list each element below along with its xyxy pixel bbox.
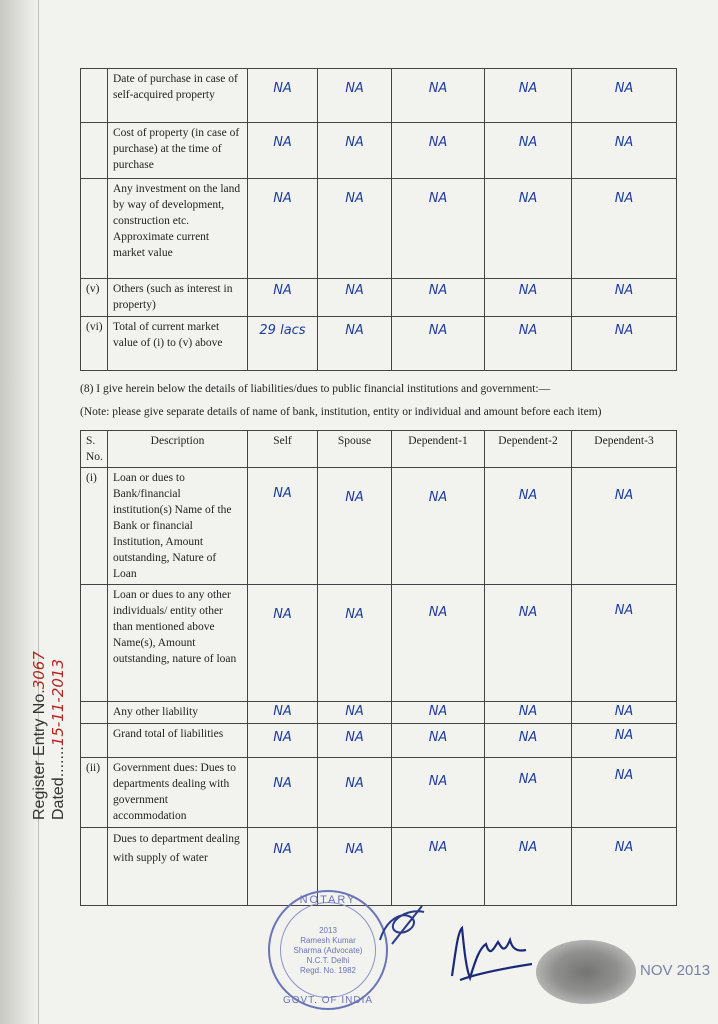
value-dependent-1: NA bbox=[392, 724, 485, 758]
value-self: NA bbox=[248, 828, 318, 906]
value-dependent-1: NA bbox=[392, 702, 485, 724]
row-number bbox=[81, 702, 108, 724]
table-row bbox=[81, 279, 677, 317]
header-self: Self bbox=[248, 431, 318, 468]
value-dependent-3: NA bbox=[572, 179, 677, 279]
value-self: NA bbox=[248, 724, 318, 758]
value-dependent-1: NA bbox=[392, 828, 485, 906]
stamp-regd: Regd. No. 1982 bbox=[299, 966, 357, 975]
header-description: Description bbox=[108, 431, 248, 468]
register-entry-line bbox=[30, 651, 49, 820]
value-spouse: NA bbox=[318, 69, 392, 123]
header-s-no: S. No. bbox=[81, 431, 108, 468]
row-number bbox=[81, 179, 108, 279]
value-dependent-1: NA bbox=[392, 585, 485, 702]
value-spouse: NA bbox=[318, 317, 392, 371]
header-dependent-3: Dependent-3 bbox=[572, 431, 677, 468]
value-spouse: NA bbox=[318, 279, 392, 317]
row-description: Dues to department dealing with supply of water bbox=[108, 828, 248, 906]
value-dependent-3: NA bbox=[572, 69, 677, 123]
value-dependent-2: NA bbox=[485, 585, 572, 702]
register-entry-label: Register Entry No. bbox=[31, 689, 48, 820]
table-row bbox=[81, 179, 677, 279]
value-self: NA bbox=[248, 758, 318, 828]
value-spouse: NA bbox=[318, 123, 392, 179]
value-self: NA bbox=[248, 279, 318, 317]
stamp-place: N.C.T. Delhi bbox=[306, 956, 350, 965]
declarant-signature bbox=[446, 918, 536, 988]
value-dependent-3: NA bbox=[572, 317, 677, 371]
row-description: Date of purchase in case of self-acquired property bbox=[108, 69, 248, 123]
header-spouse: Spouse bbox=[318, 431, 392, 468]
table-row bbox=[81, 69, 677, 123]
section-8-statement: (8) I give herein below the details of liabilities/dues to public financial institutions and government:— bbox=[80, 383, 551, 395]
value-dependent-1: NA bbox=[392, 758, 485, 828]
row-description: Total of current market value of (i) to (v) above bbox=[108, 317, 248, 371]
value-dependent-3: NA bbox=[572, 468, 677, 585]
value-dependent-1: NA bbox=[392, 69, 485, 123]
register-dated-line: Dated.......15-11-2013 bbox=[49, 658, 67, 820]
register-dated-label: Dated bbox=[50, 777, 67, 820]
row-number: (i) bbox=[81, 468, 108, 585]
notary-signature bbox=[372, 900, 432, 950]
register-dated-value: 15-11-2013 bbox=[49, 658, 67, 747]
page-binding-edge bbox=[0, 0, 39, 1024]
value-dependent-2: NA bbox=[485, 724, 572, 758]
row-number bbox=[81, 724, 108, 758]
stamp-bottom-text: GOVT. OF INDIA bbox=[282, 995, 374, 1006]
value-dependent-3: NA bbox=[572, 585, 677, 702]
row-description: Any investment on the land by way of development, construction etc. Approximate current market value bbox=[108, 179, 248, 279]
row-number: (v) bbox=[81, 279, 108, 317]
row-description: Loan or dues to any other individuals/ entity other than mentioned above Name(s), Amount outstanding, nature of loan bbox=[108, 585, 248, 702]
value-spouse: NA bbox=[318, 724, 392, 758]
row-description: Government dues: Dues to departments dealing with government accommodation bbox=[108, 758, 248, 828]
value-dependent-1: NA bbox=[392, 279, 485, 317]
value-dependent-1: NA bbox=[392, 123, 485, 179]
value-spouse: NA bbox=[318, 585, 392, 702]
value-self: NA bbox=[248, 179, 318, 279]
value-self: NA bbox=[248, 585, 318, 702]
row-number bbox=[81, 123, 108, 179]
row-number bbox=[81, 585, 108, 702]
value-dependent-2: NA bbox=[485, 702, 572, 724]
value-dependent-2: NA bbox=[485, 279, 572, 317]
value-dependent-3: NA bbox=[572, 724, 677, 758]
value-dependent-2: NA bbox=[485, 828, 572, 906]
value-dependent-3: NA bbox=[572, 702, 677, 724]
value-spouse: NA bbox=[318, 702, 392, 724]
table-row bbox=[81, 702, 677, 724]
value-self: 29 lacs bbox=[248, 317, 318, 371]
table-row bbox=[81, 585, 677, 702]
value-dependent-2: NA bbox=[485, 179, 572, 279]
value-self: NA bbox=[248, 69, 318, 123]
value-spouse: NA bbox=[318, 468, 392, 585]
value-dependent-3: NA bbox=[572, 279, 677, 317]
value-dependent-2: NA bbox=[485, 317, 572, 371]
row-description: Cost of property (in case of purchase) at the time of purchase bbox=[108, 123, 248, 179]
row-number bbox=[81, 69, 108, 123]
value-dependent-2: NA bbox=[485, 69, 572, 123]
row-description: Loan or dues to Bank/financial institution(s) Name of the Bank or financial Institution, Amount outstanding, Nature of Loan bbox=[108, 468, 248, 585]
table-header-row bbox=[81, 431, 677, 468]
thumb-impression bbox=[536, 940, 636, 1004]
liabilities-table bbox=[80, 430, 677, 906]
table-row bbox=[81, 123, 677, 179]
value-dependent-1: NA bbox=[392, 468, 485, 585]
row-number: (ii) bbox=[81, 758, 108, 828]
value-dependent-3: NA bbox=[572, 123, 677, 179]
table-row bbox=[81, 724, 677, 758]
register-entry-note bbox=[30, 651, 68, 820]
table-row bbox=[81, 468, 677, 585]
value-spouse: NA bbox=[318, 179, 392, 279]
value-self: NA bbox=[248, 468, 318, 585]
stamp-top-text: NOTARY bbox=[299, 894, 357, 906]
row-number bbox=[81, 828, 108, 906]
table-row bbox=[81, 758, 677, 828]
notary-stamp bbox=[268, 890, 388, 1010]
value-spouse: NA bbox=[318, 758, 392, 828]
row-description: Others (such as interest in property) bbox=[108, 279, 248, 317]
immovable-property-table bbox=[80, 68, 677, 371]
stamp-name: Ramesh Kumar Sharma (Advocate) bbox=[293, 936, 363, 955]
value-dependent-2: NA bbox=[485, 123, 572, 179]
stamp-year: 2013 bbox=[319, 926, 337, 935]
value-dependent-2: NA bbox=[485, 468, 572, 585]
header-dependent-1: Dependent-1 bbox=[392, 431, 485, 468]
value-dependent-3: NA bbox=[572, 828, 677, 906]
table-row bbox=[81, 317, 677, 371]
value-spouse: NA bbox=[318, 828, 392, 906]
register-entry-number: 3067 bbox=[30, 651, 48, 690]
date-stamp: NOV 2013 bbox=[640, 962, 711, 979]
value-self: NA bbox=[248, 702, 318, 724]
value-dependent-2: NA bbox=[485, 758, 572, 828]
row-number: (vi) bbox=[81, 317, 108, 371]
value-dependent-1: NA bbox=[392, 179, 485, 279]
value-dependent-3: NA bbox=[572, 758, 677, 828]
row-description: Grand total of liabilities bbox=[108, 724, 248, 758]
header-dependent-2: Dependent-2 bbox=[485, 431, 572, 468]
value-self: NA bbox=[248, 123, 318, 179]
value-dependent-1: NA bbox=[392, 317, 485, 371]
row-description: Any other liability bbox=[108, 702, 248, 724]
section-8-note: (Note: please give separate details of name of bank, institution, entity or individual and amount before each item) bbox=[80, 406, 602, 418]
